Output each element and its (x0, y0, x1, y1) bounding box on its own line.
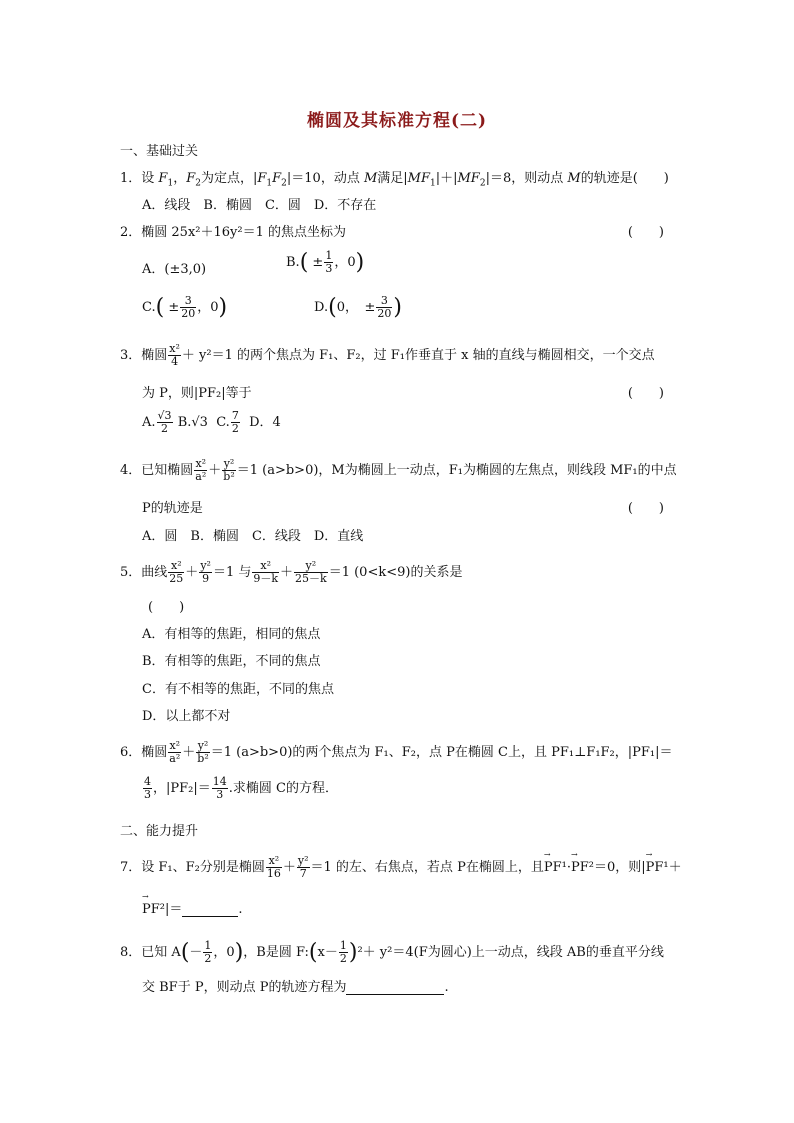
question-4-line2: P的轨迹是 (142, 501, 203, 516)
question-4-options: A．圆 B．椭圆 C．线段 D．直线 (142, 529, 364, 544)
question-3-options: A. $\frac{√3}{2}$ B.√3 C. $\frac{7}{2}$ D．4 (142, 409, 281, 435)
question-3-paren: ( ) (627, 386, 664, 401)
question-2-option-c: C.( ± $\frac{3}{20}$ ，0) (142, 294, 228, 320)
question-8-line2: 交 BF于 P，则动点 P的轨迹方程为 . (142, 980, 449, 995)
question-5-option-a: A．有相等的焦距，相同的焦点 (142, 627, 321, 642)
answer-blank-7[interactable] (182, 901, 238, 917)
question-6-line2: $\frac{4}{3}$ ，|PF₂|＝ $\frac{14}{3}$ .求椭圆 C的方程． (144, 775, 338, 801)
question-5-option-c: C．有不相等的焦距，不同的焦点 (142, 682, 334, 697)
question-1-options: A．线段 B．椭圆 C．圆 D．不存在 (142, 198, 377, 213)
question-2: 2．椭圆 25x²＋16y²＝1 的焦点坐标为 (120, 225, 346, 240)
question-8: 8．已知 A(－ $\frac{1}{2}$ ，0)，B是圆 F:(x－ $\frac{1}{2}$ )²＋ y²＝4(F为圆心)上一动点，线段 AB的垂直平分线 (120, 939, 664, 965)
section-advanced: 二、能力提升 (120, 824, 199, 839)
question-5-option-d: D．以上都不对 (142, 709, 231, 724)
question-4-paren: ( ) (627, 501, 664, 516)
question-3-line2: 为 P，则|PF₂|等于 (142, 386, 252, 401)
question-3: 3．椭圆 $\frac{\text{x²}}{4}$ ＋ y²＝1 的两个焦点为 F₁、F₂，过 F₁作垂直于 x 轴的直线与椭圆相交，一个交点 (120, 342, 655, 368)
question-4: 4．已知椭圆 $\frac{\text{x²}}{\text{a²}}$ ＋ $\frac{\text{y²}}{\text{b²}}$ ＝1 (a>b>0)，M为椭圆上一动点，F₁为椭圆的左焦点，则线段 MF₁的中点 (120, 457, 677, 483)
answer-blank-8[interactable] (346, 979, 444, 995)
question-2-paren: ( ) (627, 225, 664, 240)
question-7: 7．设 F₁、F₂分别是椭圆 $\frac{\text{x²}}{16}$ ＋ $\frac{\text{y²}}{7}$ ＝1 的左、右焦点，若点 P在椭圆上，且→ PF¹·→ PF²＝0，则|→ PF¹＋ (120, 855, 682, 880)
question-5: 5．曲线 $\frac{\text{x²}}{25}$ ＋ $\frac{\text{y²}}{9}$ ＝1 与 $\frac{\text{x²}}{9-k}$ ＋ $\frac{\text{y²}}{25-k}$ ＝1 (0<k<9)的关系是 (120, 559, 463, 585)
question-1: 1．设 $F_1$，$F_2$为定点，$|F_1F_2|=10$，动点 M满足$|MF_1|+|MF_2|=8$，则动点 M的轨迹是( ) (120, 171, 669, 189)
question-7-line2: → PF²|＝ . (142, 898, 243, 917)
question-6: 6．椭圆 $\frac{\text{x²}}{\text{a²}}$ ＋ $\frac{\text{y²}}{\text{b²}}$ ＝1 (a>b>0)的两个焦点为 F₁、F₂，点 P在椭圆 C上，且 PF₁⊥F₁F₂，|PF₁|＝ (120, 739, 673, 765)
question-5-option-b: B．有相等的焦距，不同的焦点 (142, 654, 321, 669)
section-basic: 一、基础过关 (120, 144, 199, 159)
page-title: 椭圆及其标准方程(二) (306, 111, 488, 131)
question-2-option-d: D.(0， ± $\frac{3}{20}$ ) (314, 294, 402, 320)
question-2-option-a: A．(±3,0) (142, 262, 207, 277)
question-2-option-b: B.( ± $\frac{1}{3}$ ，0) (286, 249, 365, 275)
question-5-paren: ( ) (148, 600, 185, 615)
